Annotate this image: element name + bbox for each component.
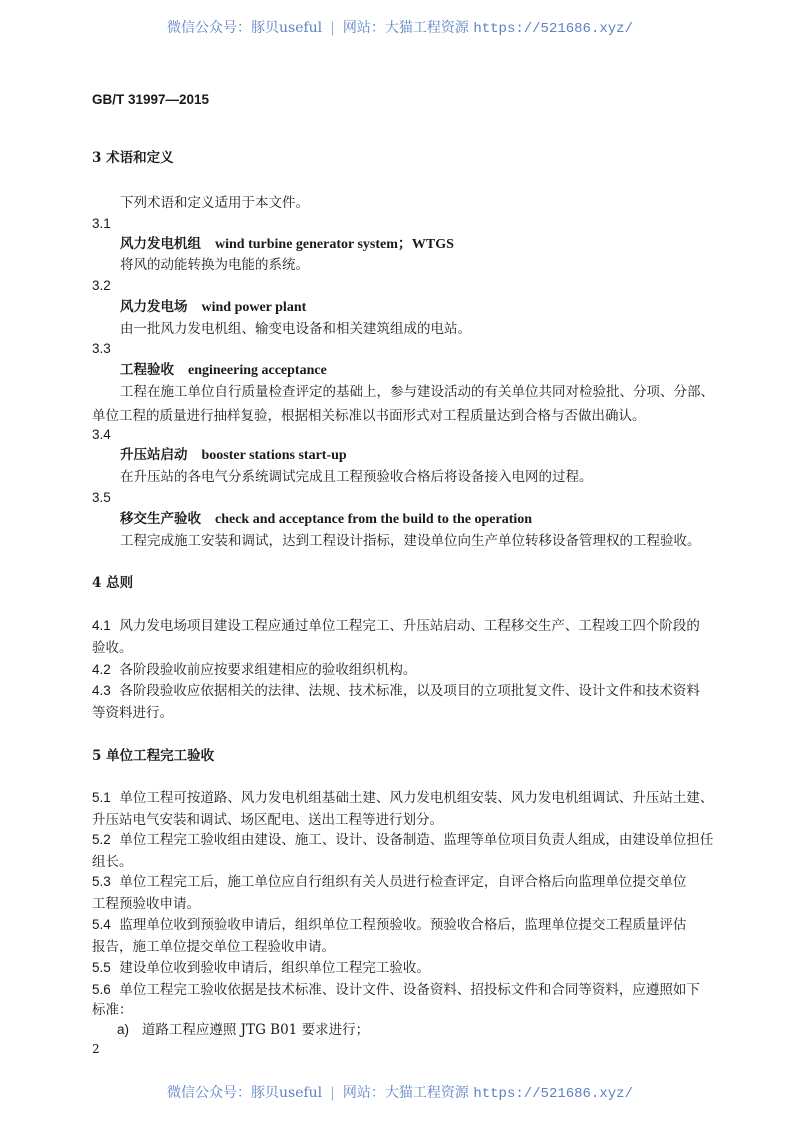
clause-text: 单位工程完工后，施工单位应自行组织有关人员进行检查评定，自评合格后向监理单位提交单位: [119, 874, 687, 890]
section-3-intro: 下列术语和定义适用于本文件。: [120, 195, 309, 211]
clause: [92, 617, 700, 635]
clause-number: 4.1: [92, 618, 111, 633]
watermark-url[interactable]: https://521686.xyz/: [473, 1086, 633, 1102]
term-zh: 工程验收: [120, 362, 174, 378]
watermark-site: 网站：大猫工程资源: [342, 1085, 469, 1101]
watermark-bottom: [0, 1084, 800, 1103]
clause: [92, 661, 416, 679]
clause-number: 5.5: [92, 960, 111, 975]
watermark-wechat: 微信公众号：豚贝useful: [167, 20, 323, 36]
term-heading: [120, 235, 454, 254]
clause-text: 等资料进行。: [92, 705, 173, 721]
watermark-site: 网站：大猫工程资源: [342, 20, 469, 36]
list-item: [117, 1021, 369, 1039]
clause-text: 报告，施工单位提交单位工程验收申请。: [92, 939, 335, 955]
watermark-separator: |: [330, 20, 335, 36]
term-definition: 由一批风力发电机组、输变电设备和相关建筑组成的电站。: [120, 321, 471, 337]
clause-text: 组长。: [92, 854, 133, 870]
clause-text: 单位工程完工验收组由建设、施工、设计、设备制造、监理等单位项目负责人组成，由建设单位担任: [119, 832, 714, 848]
clause: [92, 682, 700, 700]
term-number: 3.4: [92, 427, 111, 442]
clause: [92, 873, 686, 891]
term-en: check and acceptance from the build to the operation: [215, 512, 533, 527]
clause-text: 各阶段验收应依据相关的法律、法规、技术标准，以及项目的立项批复文件、设计文件和技术资料: [119, 683, 700, 699]
clause-text: 标准：: [92, 1002, 133, 1018]
term-en: engineering acceptance: [188, 363, 327, 378]
section-5-title: 5 单位工程完工验收: [92, 748, 215, 764]
term-en: wind turbine generator system；WTGS: [215, 237, 454, 252]
term-number: 3.3: [92, 341, 111, 356]
term-number: 3.1: [92, 216, 111, 231]
list-marker: a): [117, 1022, 130, 1037]
clause-text: 监理单位收到预验收申请后，组织单位工程预验收。预验收合格后，监理单位提交工程质量评估: [119, 917, 687, 933]
page-number: 2: [92, 1042, 100, 1056]
clause-text: 工程预验收申请。: [92, 896, 200, 912]
clause-text: 单位工程可按道路、风力发电机组基础土建、风力发电机组安装、风力发电机组调试、升压站土建、: [119, 790, 714, 806]
term-zh: 移交生产验收: [120, 511, 201, 527]
clause-number: 5.4: [92, 917, 111, 932]
term-zh: 升压站启动: [120, 447, 188, 463]
term-definition: 工程在施工单位自行质量检查评定的基础上，参与建设活动的有关单位共同对检验批、分项、分部、: [120, 384, 714, 400]
term-heading: [120, 298, 306, 317]
clause-number: 5.6: [92, 982, 111, 997]
clause: [92, 959, 430, 977]
term-heading: [120, 510, 532, 529]
term-definition: 单位工程的质量进行抽样复验，根据相关标准以书面形式对工程质量达到合格与否做出确认。: [92, 408, 646, 424]
term-number: 3.5: [92, 490, 111, 505]
term-definition: 在升压站的各电气分系统调试完成且工程预验收合格后将设备接入电网的过程。: [120, 469, 593, 485]
clause: [92, 916, 686, 934]
watermark-wechat: 微信公众号：豚贝useful: [167, 1085, 323, 1101]
doc-code: GB/T 31997—2015: [92, 92, 210, 107]
clause-text: 建设单位收到验收申请后，组织单位工程完工验收。: [119, 960, 430, 976]
clause-number: 5.2: [92, 832, 111, 847]
term-zh: 风力发电场: [120, 299, 188, 315]
term-en: booster stations start-up: [201, 448, 347, 463]
section-3-title: 3 术语和定义: [92, 150, 174, 166]
clause: [92, 789, 713, 807]
clause-number: 4.2: [92, 662, 111, 677]
term-heading: [120, 446, 347, 465]
term-definition: 工程完成施工安装和调试，达到工程设计指标，建设单位向生产单位转移设备管理权的工程验收。: [120, 533, 701, 549]
list-text: 道路工程应遵照 JTG B01 要求进行；: [141, 1022, 370, 1038]
term-definition: 将风的动能转换为电能的系统。: [120, 257, 309, 273]
clause-number: 4.3: [92, 683, 111, 698]
section-4-title: 4 总则: [92, 575, 134, 591]
clause: [92, 831, 713, 849]
clause-text: 单位工程完工验收依据是技术标准、设计文件、设备资料、招投标文件和合同等资料，应遵照如下: [119, 982, 700, 998]
clause: [92, 981, 700, 999]
term-zh: 风力发电机组: [120, 236, 201, 252]
watermark-separator: |: [330, 1085, 335, 1101]
clause-number: 5.1: [92, 790, 111, 805]
watermark-url[interactable]: https://521686.xyz/: [473, 21, 633, 37]
clause-text: 各阶段验收前应按要求组建相应的验收组织机构。: [119, 662, 417, 678]
clause-text: 升压站电气安装和调试、场区配电、送出工程等进行划分。: [92, 812, 443, 828]
clause-text: 风力发电场项目建设工程应通过单位工程完工、升压站启动、工程移交生产、工程竣工四个阶段的: [119, 618, 700, 634]
clause-text: 验收。: [92, 640, 133, 656]
watermark-top: [0, 19, 800, 38]
clause-number: 5.3: [92, 874, 111, 889]
term-heading: [120, 361, 327, 380]
term-en: wind power plant: [201, 300, 307, 315]
term-number: 3.2: [92, 278, 111, 293]
